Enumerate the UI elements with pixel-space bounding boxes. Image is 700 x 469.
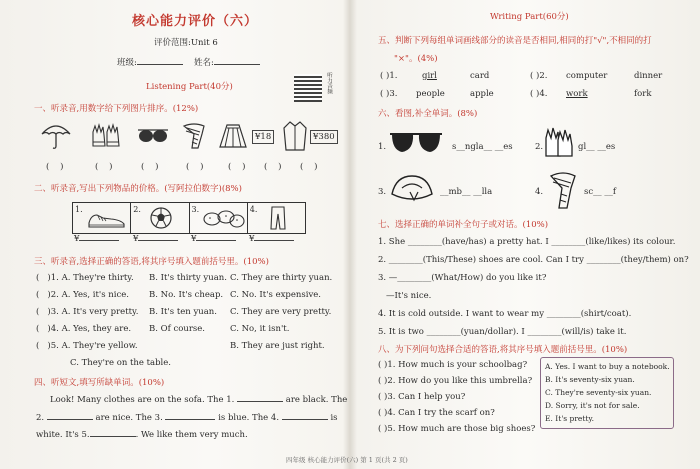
option-c[interactable]: C. No. It's expensive. <box>230 290 321 300</box>
evaluation-scope: 评价范围:Unit 6 <box>154 38 218 48</box>
umbrella-icon <box>40 122 72 150</box>
picture-box: 4. <box>248 203 305 233</box>
answer-bracket[interactable]: ( ) <box>141 162 159 172</box>
option-c[interactable]: C. No, it isn't. <box>230 324 290 334</box>
option-c[interactable]: C. They are thirty yuan. <box>230 273 333 283</box>
writing-part-heading: Writing Part(60分) <box>490 12 569 22</box>
q8-line[interactable]: ( )4. Can I try the scarf on? <box>378 408 495 418</box>
section-8-heading: 八、为下列问句选择合适的答语,将其序号填入题前括号里。(10%) <box>378 345 628 355</box>
option-b[interactable]: B. It's thirty yuan. <box>149 273 227 283</box>
q5-row[interactable]: ( )3. <box>380 89 398 99</box>
q6-number: 4. <box>535 187 544 197</box>
question-row: ( )3. A. It's very pretty. <box>36 307 139 317</box>
page-footer: 四年级 核心能力评价(六) 第 1 页(共 2 页) <box>286 456 408 464</box>
q5-row[interactable]: ( )4. <box>530 89 548 99</box>
qr-code[interactable] <box>294 74 322 102</box>
section-5-heading-cont: "×"。(4%) <box>394 54 438 64</box>
hat-icon <box>388 170 436 206</box>
price-blank[interactable]: ¥ <box>133 234 178 244</box>
answer-choice: A. Yes. I want to buy a notebook. <box>545 362 670 371</box>
q5-word: fork <box>634 89 652 99</box>
q7-line[interactable]: 4. It is cold outside. I want to wear my ________(shirt/coat). <box>378 309 632 319</box>
coat-icon <box>282 120 308 152</box>
passage-line: Look! Many clothes are on the sofa. The 1. are black. The <box>50 395 348 405</box>
trousers-icon <box>270 205 286 231</box>
answer-bracket[interactable]: ( ) <box>264 162 282 172</box>
picture-box: 2. <box>131 203 189 233</box>
answer-choice: C. They're seventy-six yuan. <box>545 388 652 397</box>
section-2-heading: 二、听录音,写出下列物品的价格。(写阿拉伯数字)(8%) <box>34 184 242 194</box>
fill-blank[interactable] <box>165 419 215 420</box>
section-6-heading: 六、看图,补全单词。(8%) <box>378 109 478 119</box>
q8-line[interactable]: ( )3. Can I help you? <box>378 392 466 402</box>
gloves-icon <box>90 122 122 150</box>
answer-bracket[interactable]: ( ) <box>95 162 113 172</box>
section-5-heading: 五、判断下列每组单词画线部分的读音是否相同,相同的打"√",不相同的打 <box>378 36 652 46</box>
question-row: ( )5. A. They're yellow. <box>36 341 138 351</box>
option-c[interactable]: C. They are very pretty. <box>230 307 332 317</box>
q8-line[interactable]: ( )5. How much are those big shoes? <box>378 424 536 434</box>
passage-line: white. It's 5. . We like them very much. <box>36 430 248 440</box>
q5-row[interactable]: ( )2. <box>530 71 548 81</box>
option-b[interactable]: B. They are just right. <box>230 341 325 351</box>
question-row: ( )2. A. Yes, it's nice. <box>36 290 129 300</box>
scarf-icon <box>545 170 581 210</box>
picture-box: 1. <box>73 203 131 233</box>
section-1-heading: 一、听录音,用数字给下列图片排序。(12%) <box>34 104 199 114</box>
q8-line[interactable]: ( )1. How much is your schoolbag? <box>378 360 528 370</box>
q5-row[interactable]: ( )1. <box>380 71 398 81</box>
q5-word: work <box>566 89 588 99</box>
price-blank[interactable]: ¥ <box>74 234 119 244</box>
q7-line: —It's nice. <box>386 291 432 301</box>
answer-choices-box <box>540 357 674 429</box>
question-row: ( )4. A. Yes, they are. <box>36 324 132 334</box>
price-tag-18: ¥18 <box>252 130 274 144</box>
q7-line[interactable]: 5. It is two ________(yuan/dollar). I ________(will/is) take it. <box>378 327 627 337</box>
q5-word: card <box>470 71 490 81</box>
section-4-heading: 四、听短文,填写所缺单词。(10%) <box>34 378 165 388</box>
potatoes-icon <box>202 209 246 229</box>
gloves-icon <box>542 124 576 160</box>
option-b[interactable]: B. Of course. <box>149 324 205 334</box>
option-c[interactable]: C. They're on the table. <box>70 358 172 368</box>
answer-choice: E. It's pretty. <box>545 414 594 423</box>
answer-bracket[interactable]: ( ) <box>186 162 204 172</box>
sunglasses-icon <box>388 128 444 158</box>
fill-blank[interactable] <box>47 419 93 420</box>
name-field[interactable]: 姓名: <box>194 56 260 68</box>
q6-number: 2. <box>535 142 544 152</box>
answer-bracket[interactable]: ( ) <box>46 162 64 172</box>
answer-bracket[interactable]: ( ) <box>300 162 318 172</box>
q8-line[interactable]: ( )2. How do you like this umbrella? <box>378 376 533 386</box>
football-icon <box>149 206 173 230</box>
q5-word: computer <box>566 71 608 81</box>
page-title: 核心能力评价（六） <box>132 14 259 29</box>
word-blank[interactable]: __mb__ __lla <box>440 187 493 197</box>
answer-bracket[interactable]: ( ) <box>228 162 246 172</box>
word-blank[interactable]: gl__ __es <box>578 142 616 152</box>
q5-word: dinner <box>634 71 663 81</box>
q7-line[interactable]: 3. —________(What/How) do you like it? <box>378 273 547 283</box>
q6-number: 1. <box>378 142 387 152</box>
answer-choice: B. It's seventy-six yuan. <box>545 375 635 384</box>
picture-box: 3. <box>190 203 248 233</box>
sneakers-icon <box>87 209 127 229</box>
q6-number: 3. <box>378 187 387 197</box>
sunglasses-icon <box>136 124 170 148</box>
q5-word: girl <box>422 71 437 81</box>
q7-line[interactable]: 2. ________(This/These) shoes are cool. Can I try ________(they/them) on? <box>378 255 689 265</box>
q5-word: people <box>416 89 445 99</box>
class-field[interactable]: 班级: <box>117 56 183 68</box>
qr-caption: 听力音频 <box>326 72 332 94</box>
passage-line: 2. are nice. The 3. is blue. The 4. is <box>36 413 338 423</box>
fill-blank[interactable] <box>282 419 328 420</box>
q5-word: apple <box>470 89 494 99</box>
section-7-heading: 七、选择正确的单词补全句子或对话。(10%) <box>378 220 549 230</box>
question-row: ( )1. A. They're thirty. <box>36 273 134 283</box>
listening-part-heading: Listening Part(40分) <box>146 82 233 92</box>
option-b[interactable]: B. It's ten yuan. <box>149 307 217 317</box>
section-3-heading: 三、听录音,选择正确的答语,将其序号填入题前括号里。(10%) <box>34 257 269 267</box>
price-picture-boxes <box>72 202 306 234</box>
fill-blank[interactable] <box>237 401 283 402</box>
word-blank[interactable]: s__ngla__ __es <box>452 142 513 152</box>
fill-blank[interactable] <box>90 436 136 437</box>
word-blank[interactable]: sc__ __f <box>584 187 616 197</box>
q7-line[interactable]: 1. She ________(have/has) a pretty hat. I ________(like/likes) its colour. <box>378 237 676 247</box>
price-blank[interactable]: ¥ <box>191 234 236 244</box>
answer-choice: D. Sorry, it's not for sale. <box>545 401 640 410</box>
option-b[interactable]: B. No. It's cheap. <box>149 290 224 300</box>
scarf-icon <box>178 120 210 150</box>
skirt-icon <box>218 122 248 150</box>
price-blank[interactable]: ¥ <box>249 234 294 244</box>
price-tag-380: ¥380 <box>310 130 338 144</box>
